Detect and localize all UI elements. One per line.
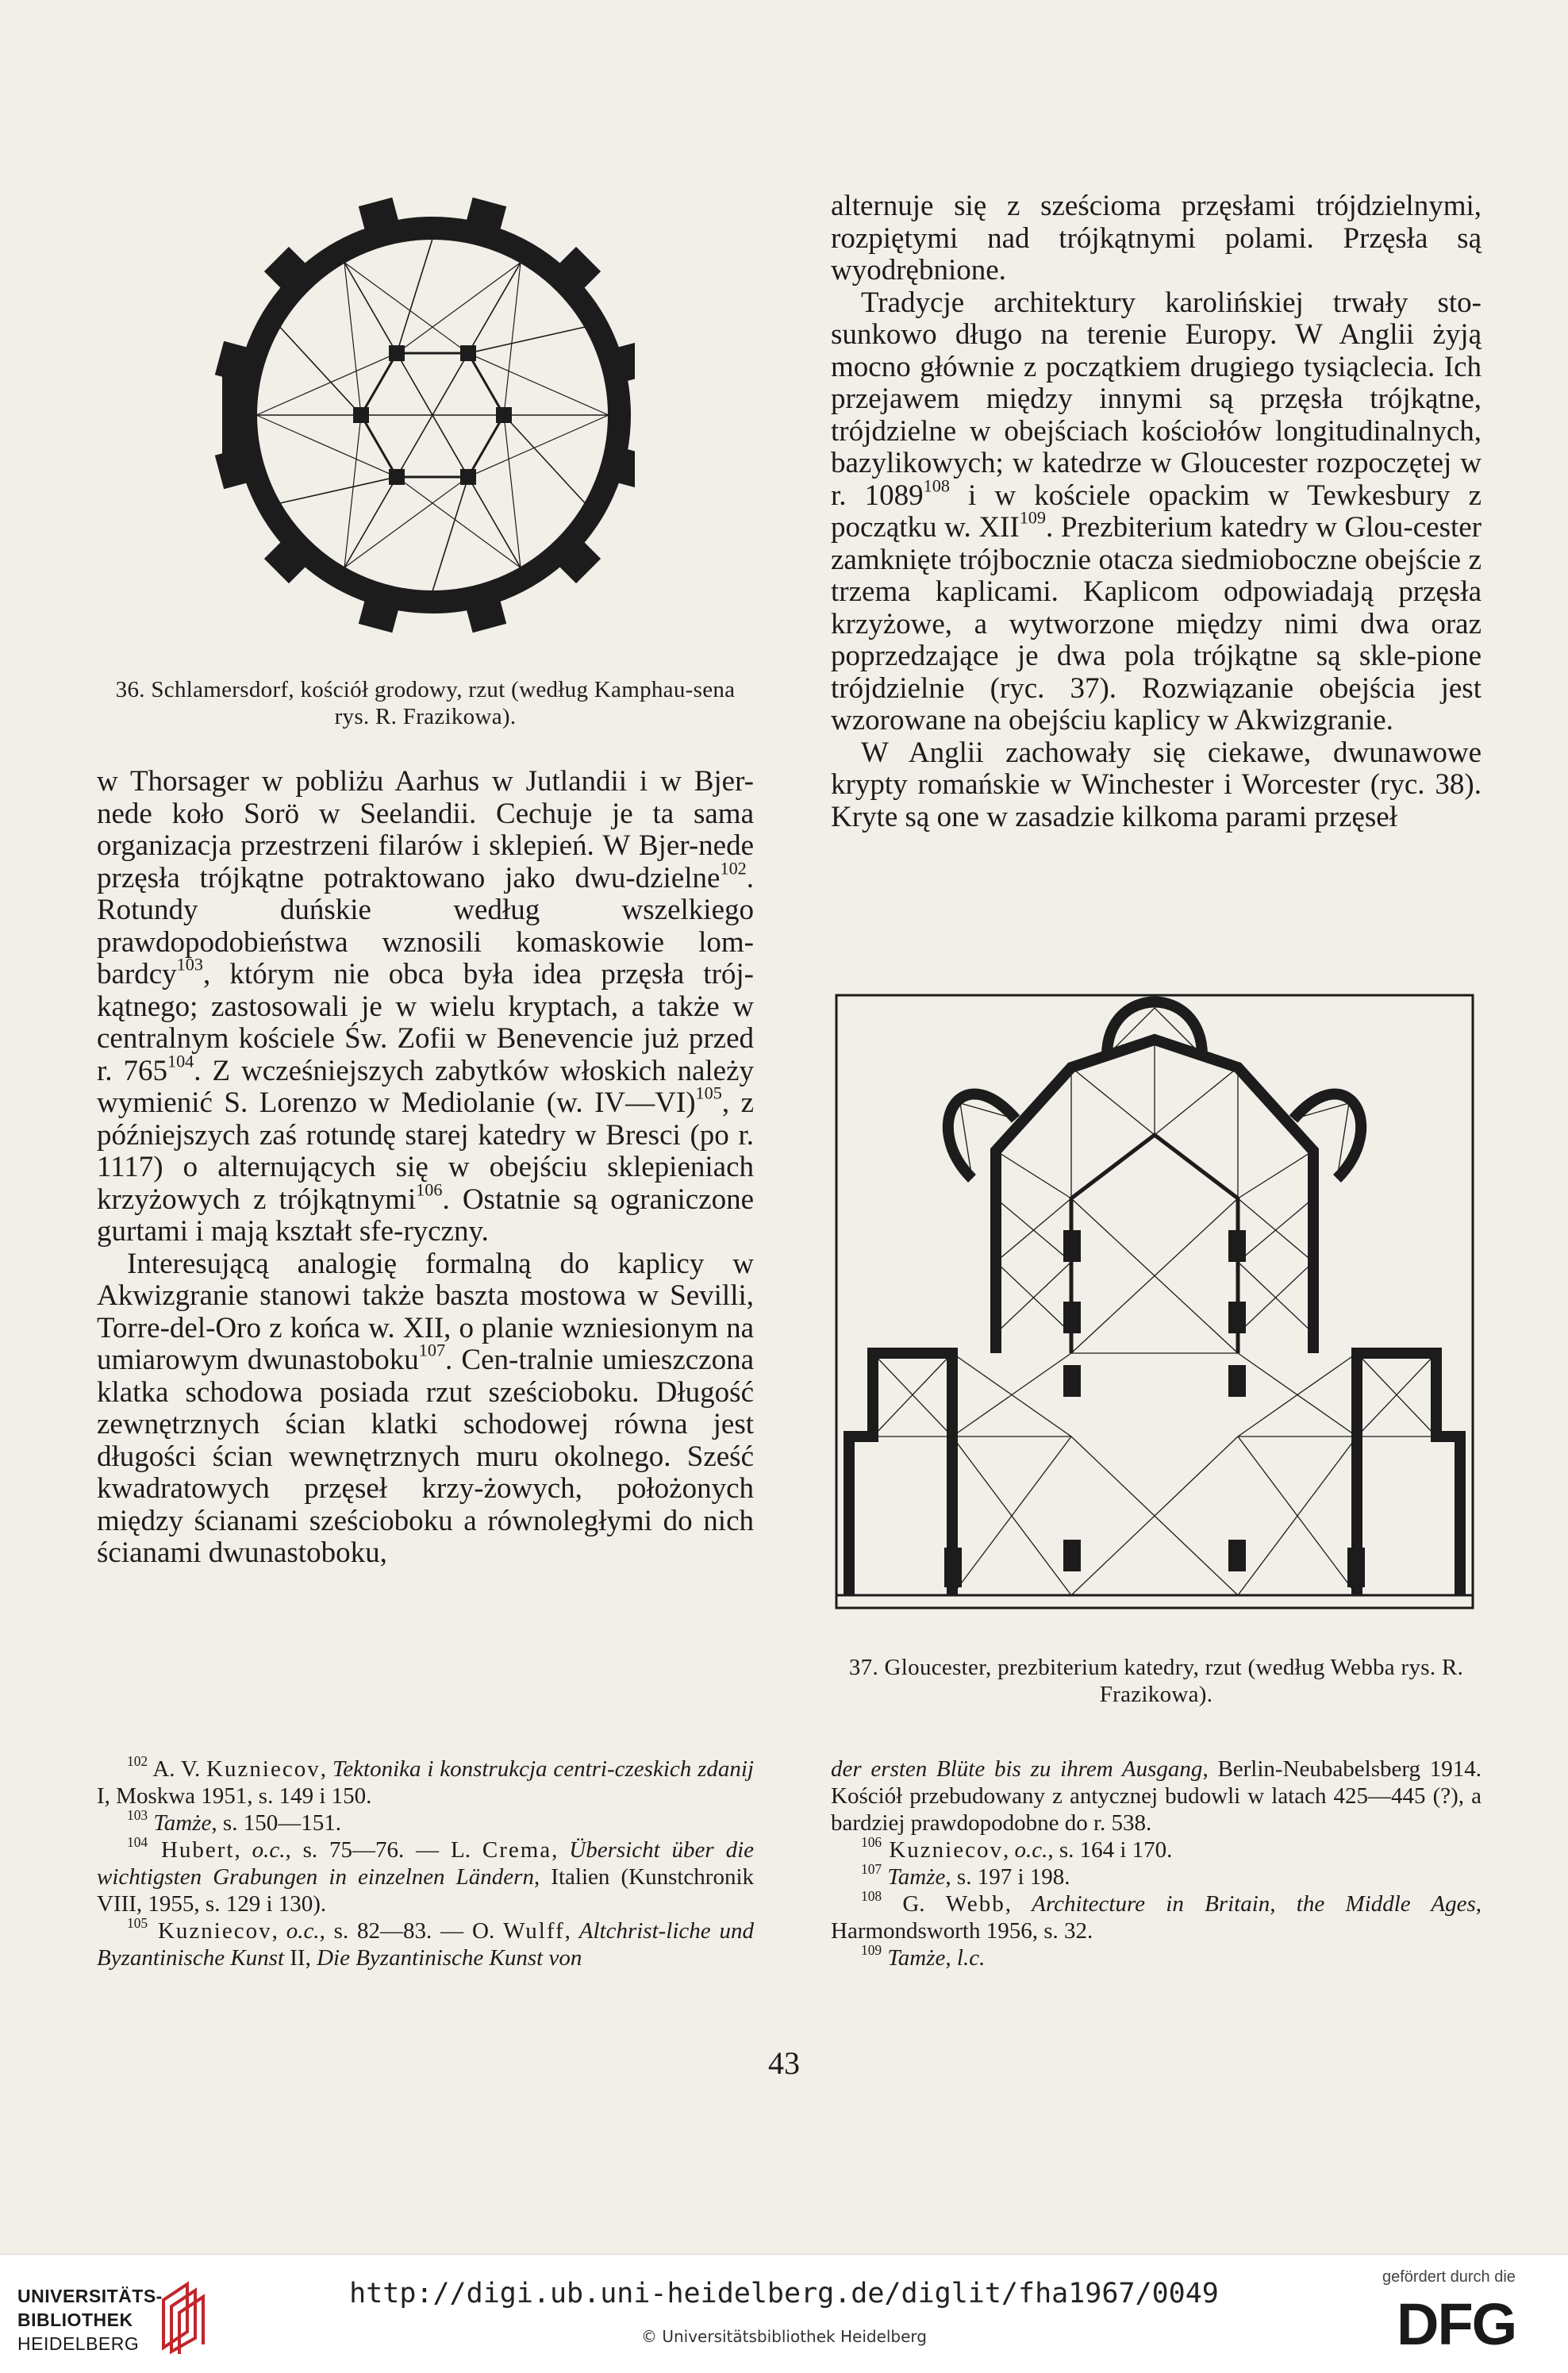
right-paragraph-3: W Anglii zachowały się ciekawe, dwunawowe krypty romańskie w Winchester i Worcester (ryc. 38). Kryte są one w zasadzie kilkoma parami przęseł	[831, 736, 1482, 833]
footnote-ref[interactable]: 109	[1019, 507, 1046, 528]
footnote-ref[interactable]: 103	[176, 954, 203, 975]
page-number: 43	[768, 2045, 800, 2081]
library-name-line2: BIBLIOTHEK	[17, 2310, 133, 2330]
footer-bar	[0, 2254, 1568, 2373]
left-text-column	[97, 766, 754, 1570]
footnote-107: $^{107}$ Tamże, s. 197 i 198.	[861, 1860, 1070, 1890]
footnote-ref[interactable]: 106	[416, 1179, 443, 1199]
footnote-ref[interactable]: 107	[418, 1340, 446, 1360]
footnote-109: $^{109}$ Tamże, l.c.	[861, 1941, 986, 1971]
library-name-line3: HEIDELBERG	[17, 2333, 140, 2354]
footnote-ref[interactable]: 108	[923, 475, 950, 495]
footnote-104: $^{104}$ Hubert, o.c., s. 75—76. — L. Crema, Übersicht über die wichtigsten Grabungen in einzelnen Ländern, Italien (Kunstchronik VIII, 1955, s. 129 i 130).	[97, 1833, 754, 1917]
footnote-106: $^{106}$ Kuzniecov, o.c., s. 164 i 170.	[861, 1833, 1173, 1863]
footnote-105-continued: der ersten Blüte bis zu ihrem Ausgang, Berlin-Neubabelsberg 1914. Kościół przebudowany z antycznej budowli w latach 425—445 (?), a bardziej prawdopodobne do r. 538.	[831, 1756, 1482, 1836]
right-paragraph-1: alternuje się z sześcioma przęsłami trójdzielnymi, rozpiętymi nad trójkątnymi polami. Przęsła są wyodrębnione.	[831, 190, 1482, 287]
library-name-line1: UNIVERSITÄTS-	[17, 2286, 163, 2306]
figure-37-plan-drawing	[833, 992, 1476, 1611]
right-paragraph-2: Tradycje architektury karolińskiej trwały sto-sunkowo długo na terenie Europy. W Anglii żyją mocno głównie z początkiem drugiego tysiąclecia. Ich przejawem między innymi są przęsła trójkątne, trójdzielne w obejściach kościołów longitudinalnych, bazylikowych; w katedrze w Gloucester rozpoczętej w r. 1089$^{108}$ i w kościele opackim w Tewkesbury z początku w. XII$^{109}$. Prezbiterium katedry w Glou-cester zamknięte trójbocznie otacza siedmioboczne obejście z trzema kaplicami. Kaplicom odpowiadają przęsła krzyżowe, a wytworzone między nimi dwa oraz poprzedzające je dwa pola trójkątne są skle-pione trójdzielnie (ryc. 37). Rozwiązanie obejścia jest wzorowane na obejściu kaplicy w Akwizgranie.	[831, 286, 1482, 737]
figure-36-plan-drawing	[206, 181, 635, 649]
figure-36-caption: 36. Schlamersdorf, kościół grodowy, rzut (według Kamphau-sena rys. R. Frazikowa).	[115, 677, 736, 729]
right-text-column	[831, 190, 1482, 833]
footnote-ref[interactable]: 105	[695, 1083, 722, 1103]
footnote-103: $^{103}$ Tamże, s. 150—151.	[127, 1806, 341, 1836]
funded-by-label: gefördert durch die	[1382, 2268, 1516, 2286]
footnotes-left	[97, 1752, 755, 1971]
dfg-logo[interactable]: DFG	[1397, 2291, 1516, 2357]
left-paragraph-2: Interesującą analogię formalną do kaplicy w Akwizgranie stanowi także baszta mostowa w Sevilli, Torre-del-Oro z końca w. XII, o planie wzniesionym na umiarowym dwunastoboku$^{107}$. Cen-tralnie umieszczona klatka schodowa posiada rzut sześcioboku. Długość zewnętrznych ścian klatki schodowej równa jest długości ścian wewnętrznych muru okolnego. Sześć kwadratowych przęseł krzy-żowych, położonych między ścianami sześcioboku a równoległymi do nich ścianami dwunastoboku,	[97, 1247, 755, 1569]
footnotes-right	[831, 1756, 1482, 1971]
copyright-notice: © Universitätsbibliothek Heidelberg	[640, 2327, 927, 2346]
footnote-ref[interactable]: 102	[720, 857, 747, 878]
footnote-108: $^{108}$ G. Webb, Architecture in Britain, the Middle Ages, Harmondsworth 1956, s. 32.	[831, 1887, 1482, 1944]
footnote-105: $^{105}$ Kuzniecov, o.c., s. 82—83. — O. Wulff, Altchrist-liche und Byzantinische Kunst II, Die Byzantinische Kunst von	[97, 1914, 755, 1971]
figure-37-caption: 37. Gloucester, prezbiterium katedry, rzut (według Webba rys. R. Frazikowa).	[848, 1655, 1464, 1707]
footnote-102: $^{102}$ A. V. Kuzniecov, Tektonika i konstrukcja centri-czeskich zdanij I, Moskwa 1951, s. 149 i 150.	[97, 1752, 754, 1809]
permalink-url[interactable]: http://digi.ub.uni-heidelberg.de/diglit/fha1967/0049	[349, 2278, 1219, 2310]
left-paragraph-1: w Thorsager w pobliżu Aarhus w Jutlandii i w Bjer-nede koło Sorö w Seelandii. Cechuje je ta sama organizacja przestrzeni filarów i sklepień. W Bjer-nede przęsła trójkątne potraktowano jako dwu-dzielne$^{102}$. Rotundy duńskie według wszelkiego prawdopodobieństwa wznosili komaskowie lom-bardcy$^{103}$, którym nie obca była idea przęsła trój-kątnego; zastosowali je w wielu kryptach, a także w centralnym kościele Św. Zofii w Benevencie już przed r. $765^{104}$. Z wcześniejszych zabytków włoskich należy wymienić S. Lorenzo w Mediolanie (w. IV—VI)$^{105}$, z późniejszych zaś rotundę starej katedry w Bresci (po r. 1117) o alternujących się w obejściu sklepieniach krzyżowych z trójkątnymi$^{106}$. Ostatnie są ograniczone gurtami i mają kształt sfe-ryczny.	[97, 765, 755, 1248]
footnote-ref[interactable]: 104	[167, 1050, 194, 1071]
